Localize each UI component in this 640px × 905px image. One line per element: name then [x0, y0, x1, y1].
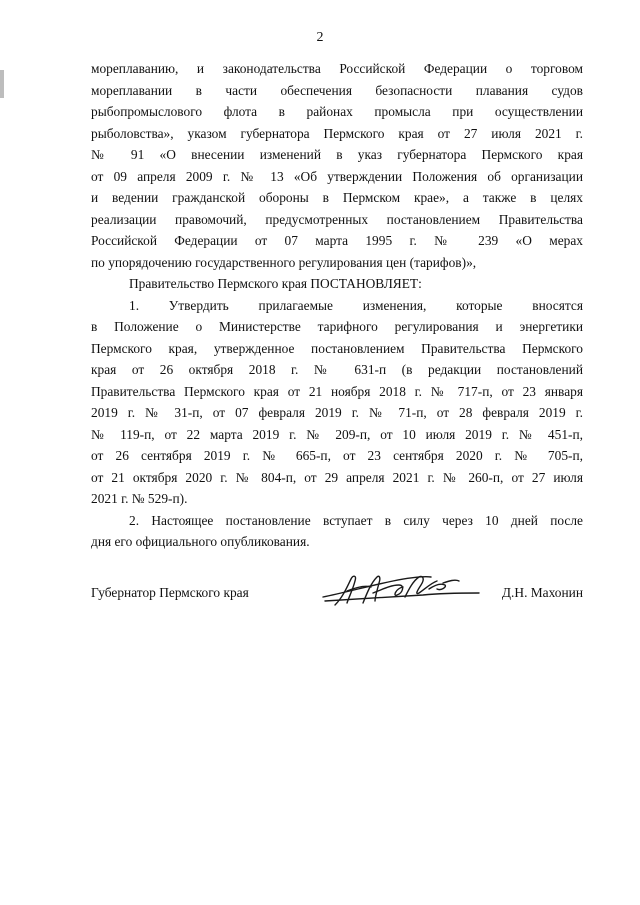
text-line: 2019 г. № 31-п, от 07 февраля 2019 г. № 71-п, от 28 февраля 2019 г. — [91, 405, 583, 420]
paragraph-item-2 — [91, 510, 583, 553]
text-line: реализации правомочий, предусмотренных постановлением Правительства — [91, 211, 583, 227]
text-line: от 26 сентября 2019 г. № 665-п, от 23 сентября 2020 г. № 705-п, — [91, 448, 583, 463]
signatory-name: Д.Н. Махонин — [501, 585, 583, 600]
text-line: № 91 «О внесении изменений в указ губернатора Пермского края — [91, 147, 583, 162]
handwritten-signature — [313, 567, 483, 613]
text-line: от 09 апреля 2009 г. № 13 «Об утверждении Положения об организации — [91, 168, 583, 184]
paragraph-preamble — [91, 58, 583, 273]
text-line: в Положение о Министерстве тарифного регулирования и энергетики — [91, 319, 583, 334]
text-line: от 21 октября 2020 г. № 804-п, от 29 апреля 2021 г. № 260-п, от 27 июля — [91, 469, 583, 485]
text-line: 2. Настоящее постановление вступает в силу через 10 дней после — [129, 512, 583, 528]
text-line: дня его официального опубликования. — [91, 534, 310, 549]
scan-edge-mark — [0, 70, 4, 98]
text-line: мореплавании в части обеспечения безопасности плавания судов — [91, 82, 583, 98]
paragraph-item-1 — [91, 295, 583, 510]
text-line: Пермского края, утвержденное постановлением Правительства Пермского — [91, 340, 583, 356]
text-line: края от 26 октября 2018 г. № 631-п (в редакции постановлений — [91, 362, 583, 377]
text-line: рыболовства», указом губернатора Пермского края от 27 июля 2021 г. — [91, 125, 583, 141]
text-line: и ведении гражданской обороны в Пермском крае», а также в целях — [91, 190, 583, 205]
signatory-position: Губернатор Пермского края — [91, 585, 249, 600]
document-body — [91, 58, 583, 553]
text-line: 1. Утвердить прилагаемые изменения, которые вносятся — [129, 297, 583, 313]
text-line: рыбопромыслового флота в районах промысла при осуществлении — [91, 104, 583, 119]
resolution-line: Правительство Пермского края ПОСТАНОВЛЯЕТ: — [129, 276, 422, 291]
text-line: по упорядочению государственного регулирования цен (тарифов)», — [91, 254, 477, 270]
text-line: Российской Федерации от 07 марта 1995 г. № 239 «О мерах — [91, 233, 583, 248]
signature-block — [91, 585, 583, 615]
text-line: мореплаванию, и законодательства Российской Федерации о торговом — [91, 61, 583, 76]
paragraph-resolution — [91, 273, 583, 295]
page-number: 2 — [316, 30, 324, 45]
text-line: 2021 г. № 529-п). — [91, 491, 188, 506]
text-line: Правительства Пермского края от 21 ноября 2018 г. № 717-п, от 23 января — [91, 383, 583, 399]
text-line: № 119-п, от 22 марта 2019 г. № 209-п, от 10 июля 2019 г. № 451-п, — [91, 426, 583, 442]
